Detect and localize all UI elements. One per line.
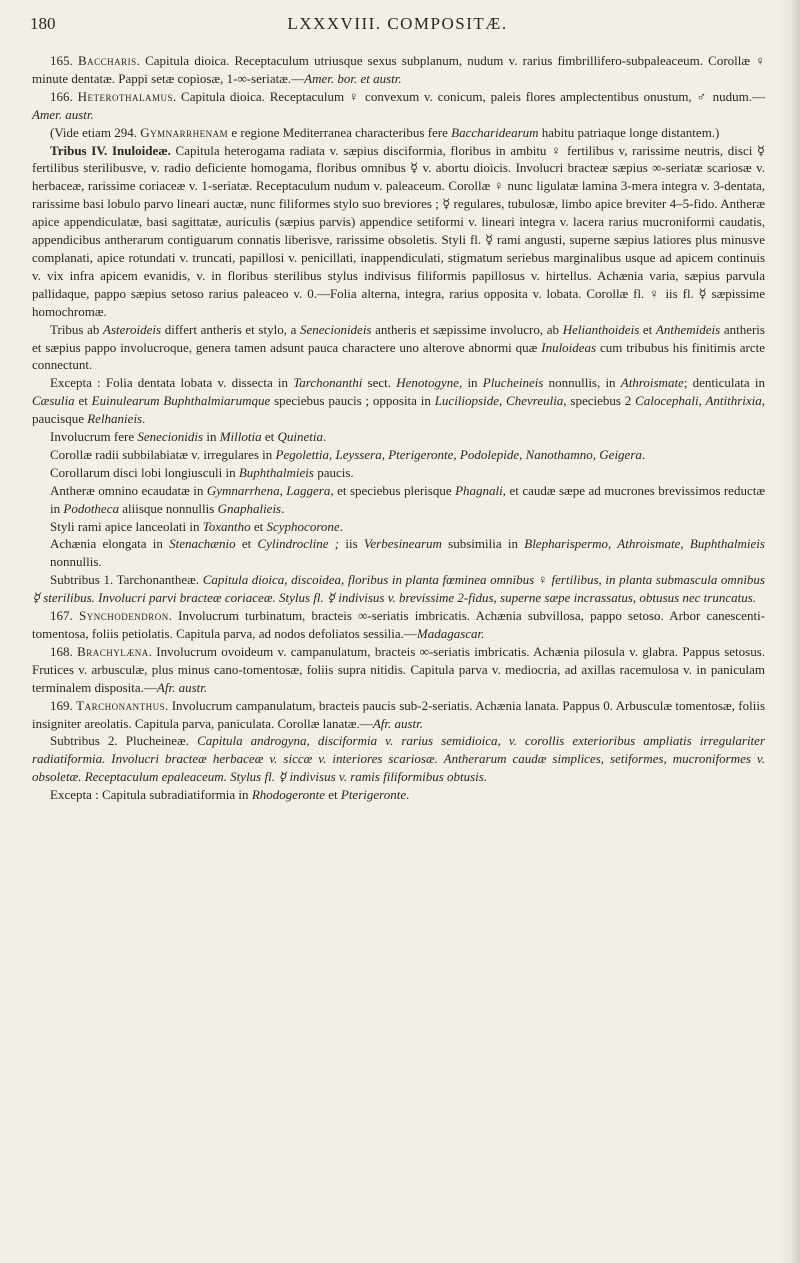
text-run: Blepharispermo, Athroismate, Buphthalmieis <box>524 536 765 552</box>
text-run: in <box>203 429 220 445</box>
text-run: e regione Mediterranea characteribus fere <box>228 124 452 140</box>
text-run: . <box>322 429 327 445</box>
text-run: Quinetia <box>277 429 323 445</box>
paragraph-pexc5 <box>32 482 765 518</box>
text-run: speciebus paucis ; opposita in <box>270 393 435 409</box>
text-run: Relhanieis <box>87 411 143 427</box>
paragraph-pexc7 <box>32 535 765 571</box>
text-run: Pegolettia, Leyssera, Pterigeronte, Podolepide, Nanothamno, Geigera <box>275 446 642 462</box>
text-run: Senecionidis <box>137 429 204 445</box>
text-run: differt antheris et stylo, a <box>161 321 301 337</box>
text-run: iis <box>339 536 364 552</box>
page-number: 180 <box>30 14 56 33</box>
text-run: Involucrum fere <box>50 429 138 445</box>
text-run: . Involucrum campanulatum, bracteis paucis sub-2-seriatis. Achænia lanata. Pappus 0. Arbusculæ tomentosæ, foliis insigniter areolatis. Capitula parva, paniculata. Corollæ lanatæ.— <box>32 697 766 731</box>
text-run: Luciliopside, Chevreulia, <box>434 393 567 409</box>
text-run: Millotia <box>219 429 262 445</box>
text-run: Tarchonanthus <box>76 697 166 713</box>
running-title: LXXXVIII. COMPOSITÆ. <box>287 14 508 33</box>
text-run: Antheræ omnino ecaudatæ in <box>50 482 207 498</box>
text-run: . <box>339 518 343 534</box>
paragraph-p169 <box>32 697 765 733</box>
text-run: Baccharidearum <box>451 124 539 140</box>
text-run: Plucheineis <box>482 375 544 391</box>
text-run: 166. <box>50 88 78 104</box>
text-run: habitu patriaque longe distantem.) <box>538 124 720 140</box>
text-run: et <box>74 393 92 409</box>
page-body <box>32 52 765 804</box>
text-run: et <box>250 518 267 534</box>
text-run: Toxantho <box>202 518 251 534</box>
text-run: Capitula dioica, discoidea, floribus in planta fœminea omnibus ♀ fertilibus, in planta submascula omnibus ☿ sterilibus. Involucri parvi bracteæ coriaceæ. Stylus fl. ☿ indivisus v. brevissime 2-fidus, superne sæpe incrassatus, obtusus nec truncatus. <box>32 572 765 606</box>
text-run: paucis. <box>313 464 354 480</box>
text-run: Phagnali <box>455 482 503 498</box>
paragraph-pexc1 <box>32 374 765 428</box>
text-run: (Vide etiam 294. <box>50 124 141 140</box>
text-run: Styli rami apice lanceolati in <box>50 518 203 534</box>
text-run: cum tribubus his finitimis arcte connectunt. <box>32 339 765 373</box>
paragraph-pvide <box>32 124 765 142</box>
text-run: . Involucrum ovoideum v. campanulatum, bracteis ∞-seriatis imbricatis. Achænia pilosula v. glabra. Pappus setosus. Frutices v. arbusculæ, plus minus cano-tomentosæ, foliis supra nitidis. Capitula parva v. mediocria, ad axillas racemulosa v. in paniculam terminalem disposita.— <box>32 643 766 695</box>
text-run: Achænia elongata in <box>50 536 170 552</box>
text-run: . <box>281 500 285 516</box>
text-run: Buphthalmieis <box>238 464 314 480</box>
text-run: Asteroideis <box>103 321 162 337</box>
paragraph-pexc6 <box>32 518 765 536</box>
text-run: et speciebus plerisque <box>333 482 456 498</box>
text-run: Gymnarrhenam <box>140 124 229 140</box>
text-run: Rhodogeronte <box>251 787 325 803</box>
paragraph-psub2 <box>32 732 765 786</box>
text-run: Gnaphalieis <box>217 500 282 516</box>
text-run: Excepta : Capitula subradiatiformia in <box>50 787 252 803</box>
text-run: Tribus ab <box>50 321 104 337</box>
text-run: Podotheca <box>63 500 119 516</box>
text-run: Scyphocorone <box>266 518 340 534</box>
paragraph-pexc3 <box>32 446 765 464</box>
paragraph-p166 <box>32 88 765 124</box>
paragraph-p168 <box>32 643 765 697</box>
text-run: Afr. austr. <box>372 715 424 731</box>
text-run: . <box>142 411 146 427</box>
text-run: Athroismate <box>620 375 684 391</box>
text-run: , et caudæ sæpe ad mucrones brevissimos reductæ in <box>50 482 766 516</box>
text-run: Baccharis <box>77 53 137 68</box>
paragraph-pexc2 <box>32 428 765 446</box>
text-run: Madagascar. <box>416 626 485 641</box>
text-run: Afr. austr. <box>156 679 208 695</box>
text-run: et <box>235 536 258 552</box>
text-run: Corollæ radii subbilabiatæ v. irregulares in <box>50 446 276 462</box>
paragraph-ptribus <box>32 142 765 321</box>
text-run: Capitula androgyna, disciformia v. rarius semidioica, v. corollis exterioribus ampliatis irregulariter radiatiformia. Involucri bracteæ herbaceæ v. siccæ v. interiores scariosæ. Antherarum caudæ simplices, setiformes, mucroniformes v. obsoletæ. Receptaculum epaleaceum. Stylus fl. ☿ indivisus v. ramis filiformibus obtusis. <box>32 733 765 785</box>
text-run: Tribus IV. Inuloideæ. <box>50 142 171 158</box>
text-run: Pterigeronte <box>340 787 407 803</box>
text-run: . Capitula dioica. Receptaculum utriusque sexus subplanum, nudum v. rarius fimbrillifero-subpaleaceum. Corollæ ♀ minute dentatæ. Pappi setæ copiosæ, 1-∞-seriatæ.— <box>32 53 765 86</box>
text-run: speciebus 2 <box>566 393 636 409</box>
text-run: aliisque nonnullis <box>118 500 218 516</box>
text-run: Corollarum disci lobi longiusculi in <box>50 464 239 480</box>
page-header <box>30 14 765 36</box>
text-run: antheris et sæpissime involucro, ab <box>371 321 563 337</box>
text-run: 168. <box>50 643 78 659</box>
text-run: Heterothalamus <box>77 88 173 104</box>
text-run: Excepta : Folia dentata lobata v. dissecta in <box>50 375 294 391</box>
text-run: . <box>406 787 410 803</box>
text-run: 167. <box>50 608 79 624</box>
text-run: , in <box>459 375 483 391</box>
text-run: nonnullis. <box>50 554 102 570</box>
paragraph-pexc4 <box>32 464 765 482</box>
paragraph-p165 <box>32 52 765 88</box>
text-run: Tarchonanthi <box>293 375 363 391</box>
text-run: Subtribus 1. Tarchonantheæ. <box>50 572 203 588</box>
text-run: Amer. bor. et austr. <box>304 70 402 86</box>
text-run: Stenachænio <box>169 536 236 552</box>
text-run: . <box>641 446 646 462</box>
text-run: Subtribus 2. Plucheineæ. <box>50 733 198 749</box>
paragraph-p167 <box>32 607 765 643</box>
text-run: Henotogyne <box>396 375 459 391</box>
text-run: Amer. austr. <box>32 106 94 122</box>
text-run: 169. <box>50 697 77 713</box>
text-run: Cæsulia <box>32 393 75 409</box>
text-run: Capitula heterogama radiata v. sæpius disciformia, floribus in ambitu ♀ fertilibus v, rarissime neutris, disci ☿ fertilibus sterilibusve, v. radio deficiente homogama, floribus omnibus ☿ v. abortu dioicis. Involucri bracteæ sæpius ∞-seriatæ scariosæ v. herbaceæ, rarissime coriaceæ v. 1-seriatæ. Receptaculum nudum v. paleaceum. Corollæ ♀ nunc ligulatæ lamina 3-mera integra v. 3-dentata, rarissime basi lobulo parvo lineari auctæ, nunc filiformes stylo suo breviores ; ☿ regulares, tubulosæ, limbo apice breviter 4–5-fido. Antheræ apice appendiculatæ, basi sagittatæ, auriculis (sæpius parvis) appendice setiformi v. lineari integra v. lacera rarius mucroniformi caudatis, appendicibus antherarum contiguarum connatis liberisve, rarissime obsoletis. Styli fl. ☿ rami angusti, superne sæpius latiores plus minusve complanati, apice rotundati v. truncati, papillosi v. penicillati, inappendiculati, stigmatum seriebus marginalibus usque ad apicem continuis v. vix infra apicem evanidis, v. in floribus sterilibus stylus indivisus filiformis papillosus v. hirtellus. Achænia varia, sæpius parvula pallidaque, pappo sæpius setoso rarius paleaceo v. 0.—Folia alterna, integra, rarius opposita v. lobata. Corollæ fl. ♀ iis fl. ☿ sæpissime homochromæ. <box>32 142 765 319</box>
text-run: . Capitula dioica. Receptaculum ♀ convexum v. conicum, paleis flores amplectentibus onustum, ♂ nudum.— <box>172 88 765 104</box>
text-run: Verbesinearum <box>363 536 442 552</box>
text-run: subsimilia in <box>441 536 525 552</box>
text-run: Euinulearum Buphthalmiarumque <box>91 393 271 409</box>
text-run: et <box>261 429 278 445</box>
text-run: antheris et sæpius pappo involucroque, genera tamen adsunt pauca charactere uno alterove abnormi quæ <box>32 321 765 355</box>
text-run: Cylindrocline ; <box>257 536 340 552</box>
text-run: Synchodendron <box>78 608 169 624</box>
text-run: Calocephali, Antithrixia, <box>635 393 766 409</box>
page-edge-shadow <box>778 0 800 1263</box>
text-run: Helianthoideis <box>562 321 640 337</box>
text-run: sect. <box>362 375 397 391</box>
text-run: 165. <box>50 53 78 68</box>
text-run: Gymnarrhena, Laggera, <box>206 482 334 498</box>
text-run: Brachylæna <box>77 643 149 659</box>
text-run: nonnullis, in <box>543 375 621 391</box>
paragraph-ptribus2 <box>32 321 765 375</box>
text-run: . Involucrum turbinatum, bracteis ∞-seriatis imbricatis. Achænia subvillosa, pappo setoso. Arbor canescenti-tomentosa, foliis petiolatis. Capitula parva, ad nodos defoliatos sessilia.— <box>32 608 766 641</box>
text-run: Inuloideas <box>541 339 597 355</box>
text-run: paucisque <box>32 411 88 427</box>
text-run: et <box>639 321 656 337</box>
text-run: Senecionideis <box>300 321 372 337</box>
text-run: et <box>324 787 341 803</box>
paragraph-psub1 <box>32 571 765 607</box>
text-run: ; denticulata in <box>683 375 765 391</box>
text-run: Anthemideis <box>655 321 721 337</box>
paragraph-pexc8 <box>32 786 765 804</box>
